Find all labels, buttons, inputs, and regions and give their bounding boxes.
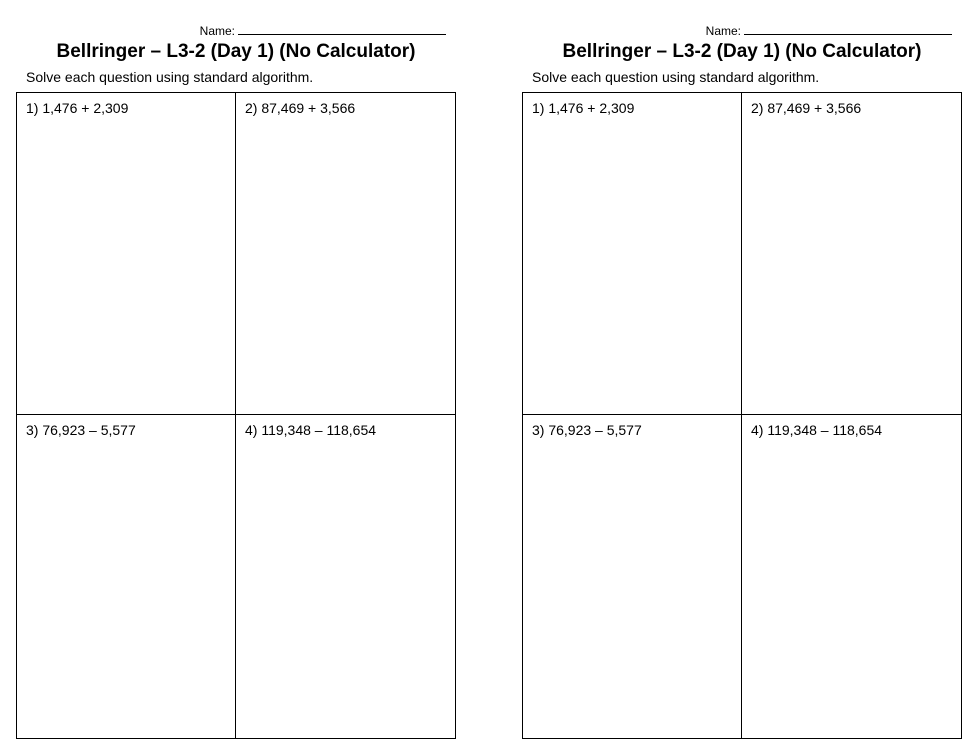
worksheet-left	[16, 0, 456, 756]
instructions: Solve each question using standard algorithm.	[26, 69, 314, 85]
question-cell-3: 3) 76,923 – 5,577	[17, 415, 236, 738]
question-cell-2: 2) 87,469 + 3,566	[742, 93, 961, 415]
question-cell-2: 2) 87,469 + 3,566	[236, 93, 455, 415]
question-grid	[16, 92, 456, 739]
question-cell-4: 4) 119,348 – 118,654	[245, 422, 377, 438]
name-blank	[238, 23, 446, 35]
name-line	[16, 23, 446, 39]
question-cell-1: 1) 1,476 + 2,309	[17, 93, 236, 415]
question-cell-1: 1) 1,476 + 2,309	[523, 93, 742, 415]
name-line	[522, 23, 952, 39]
worksheet-title: Bellringer – L3-2 (Day 1) (No Calculator)	[56, 41, 416, 62]
worksheet-title: Bellringer – L3-2 (Day 1) (No Calculator)	[562, 41, 922, 62]
worksheet-right	[522, 0, 962, 756]
name-label: Name:	[705, 24, 741, 38]
instructions: Solve each question using standard algorithm.	[532, 69, 820, 85]
question-cell-3: 3) 76,923 – 5,577	[523, 415, 742, 738]
question-cell-4: 4) 119,348 – 118,654	[751, 422, 883, 438]
name-label: Name:	[199, 24, 235, 38]
question-grid	[522, 92, 962, 739]
name-blank	[744, 23, 952, 35]
